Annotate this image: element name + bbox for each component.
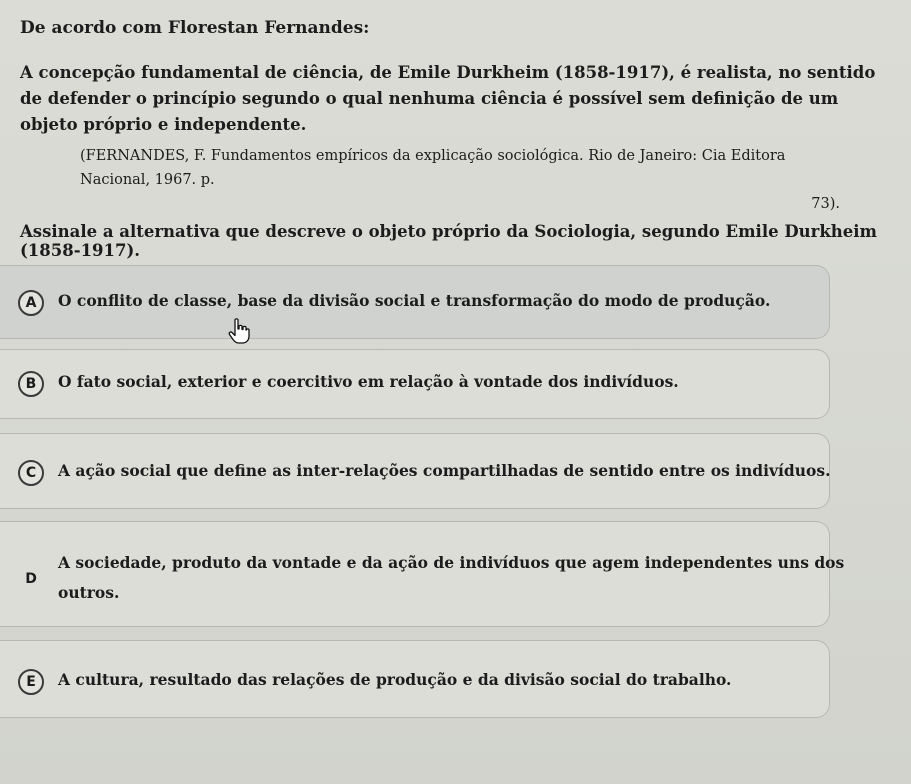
option-b-letter: B bbox=[18, 371, 44, 397]
option-a-letter: A bbox=[18, 290, 44, 316]
option-b-text: O fato social, exterior e coercitivo em relação à vontade dos indivíduos. bbox=[58, 372, 679, 391]
question-quote: A concepção fundamental de ciência, de Emile Durkheim (1858-1917), é realista, no sentido de defender o princípio segundo o qual nenhuma ciência é possível sem definição de um objeto próprio e independente. bbox=[20, 63, 876, 134]
option-e[interactable] bbox=[0, 640, 830, 718]
option-b[interactable] bbox=[0, 349, 830, 419]
option-d-text-line1: A sociedade, produto da vontade e da ação de indivíduos que agem independentes uns dos bbox=[58, 553, 845, 572]
citation bbox=[80, 144, 840, 216]
option-c[interactable] bbox=[0, 433, 830, 509]
option-e-text: A cultura, resultado das relações de produção e da divisão social do trabalho. bbox=[58, 670, 732, 689]
hand-pointer-icon bbox=[228, 318, 250, 344]
citation-continuation: 73). bbox=[811, 196, 840, 212]
option-a[interactable] bbox=[0, 265, 830, 339]
option-c-letter: C bbox=[18, 460, 44, 486]
option-d-text-line2: outros. bbox=[58, 583, 120, 602]
option-d[interactable] bbox=[0, 521, 845, 627]
option-c-text: A ação social que define as inter-relações compartilhadas de sentido entre os indivíduos. bbox=[58, 461, 831, 480]
option-a-text: O conflito de classe, base da divisão social e transformação do modo de produção. bbox=[58, 291, 771, 310]
option-e-letter: E bbox=[18, 669, 44, 695]
question-intro: De acordo com Florestan Fernandes: bbox=[20, 18, 370, 38]
option-d-letter: D bbox=[25, 571, 37, 587]
question-prompt: Assinale a alternativa que descreve o objeto próprio da Sociologia, segundo Emile Durkheim (1858-1917). bbox=[20, 222, 877, 260]
citation-main: (FERNANDES, F. Fundamentos empíricos da explicação sociológica. Rio de Janeiro: Cia Editora Nacional, 1967. p. bbox=[80, 148, 786, 188]
